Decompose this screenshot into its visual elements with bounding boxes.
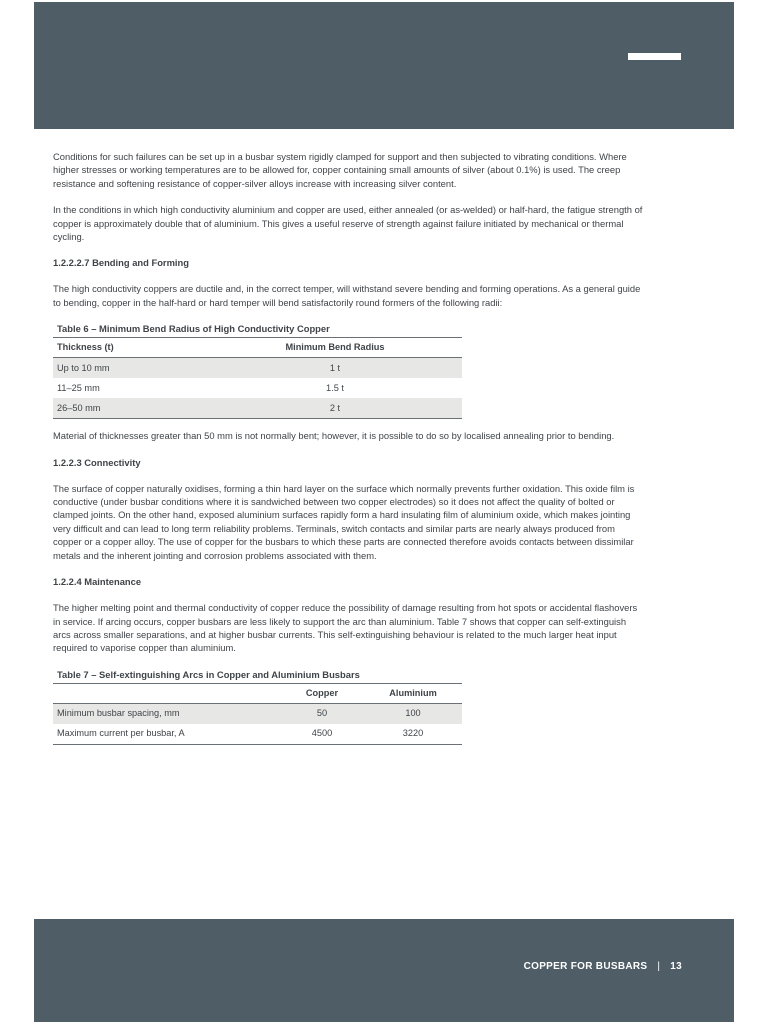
- heading-maintenance: 1.2.2.4 Maintenance: [53, 576, 142, 588]
- heading-bending-forming: 1.2.2.2.7 Bending and Forming: [53, 257, 189, 269]
- table-cell: 100: [364, 703, 462, 724]
- table-cell: 26–50 mm: [53, 398, 208, 419]
- footer-band: [34, 919, 734, 1022]
- table6-caption: Table 6 – Minimum Bend Radius of High Conductivity Copper: [57, 323, 330, 335]
- table-row: [53, 358, 462, 379]
- table-row: [53, 703, 462, 724]
- table-cell: 3220: [364, 724, 462, 745]
- table6-header-row: [53, 338, 462, 358]
- table7-header-blank: [53, 683, 280, 703]
- table7-caption: Table 7 – Self-extinguishing Arcs in Copper and Aluminium Busbars: [57, 668, 360, 680]
- table-cell: 1.5 t: [326, 382, 344, 393]
- table-cell: Maximum current per busbar, A: [53, 724, 280, 745]
- table-row: [53, 724, 462, 745]
- footer-title: COPPER FOR BUSBARS: [523, 961, 648, 972]
- paragraph-connectivity: The surface of copper naturally oxidises, forming a thin hard layer on the surface which normally prevents further oxidation. This oxide film is conductive (under busbar conditions where it is sandwiched between two copper electrodes) so it does not affect the quality of bolted or clamped joints. On the other hand, exposed aluminium surfaces rapidly form a hard insulating film of aluminium oxide, which makes jointing very difficult and can lead to long term reliability problems. Terminals, switch contacts and similar parts are nearly always produced from copper or a copper alloy. The use of copper for the busbars to which these parts are connected therefore avoids contacts between dissimilar metals and the inherent jointing and corrosion problems associated with them.: [53, 482, 635, 561]
- table-cell: 1 t: [208, 358, 462, 379]
- header-band: [34, 2, 734, 129]
- table7-header-copper: Copper: [280, 683, 364, 703]
- table-cell: 11–25 mm: [57, 382, 100, 393]
- table7-header-row: [53, 683, 462, 703]
- footer: [524, 961, 682, 972]
- table-cell: 2 t: [208, 398, 462, 419]
- paragraph-bending: The high conductivity coppers are ductile and, in the correct temper, will withstand severe bending and forming operations. As a general guide to bending, copper in the half-hard or hard temper will bend satisfactorily round formers of the following radii:: [53, 283, 641, 308]
- table-cell: 4500: [280, 724, 364, 745]
- table7-header-aluminium: Aluminium: [364, 683, 462, 703]
- table7: [53, 683, 462, 745]
- heading-connectivity: 1.2.2.3 Connectivity: [53, 456, 141, 468]
- table6-header-thickness: Thickness (t): [53, 338, 208, 358]
- table6-header-radius: Minimum Bend Radius: [208, 338, 462, 358]
- page-number: 13: [670, 961, 682, 972]
- table-cell: Up to 10 mm: [53, 358, 208, 379]
- paragraph-thickness-note: Material of thicknesses greater than 50 mm is not normally bent; however, it is possible to do so by localised annealing prior to bending.: [53, 430, 615, 442]
- paragraph-fatigue: In the conditions in which high conductivity aluminium and copper are used, either annealed (or as-welded) or half-hard, the fatigue strength of copper is approximately double that of aluminium. This gives a useful reserve of strength against failure initiated by mechanical or thermal cycling.: [53, 204, 643, 243]
- table-cell: Minimum busbar spacing, mm: [53, 703, 280, 724]
- footer-separator: |: [657, 961, 661, 972]
- table-row: [53, 398, 462, 419]
- table-cell: 50: [280, 703, 364, 724]
- table6: [53, 337, 462, 419]
- main-content: [53, 150, 643, 745]
- paragraph-maintenance: The higher melting point and thermal conductivity of copper reduce the possibility of damage resulting from hot spots or accidental flashovers in service. If arcing occurs, copper busbars are less likely to support the arc than aluminium. Table 7 shows that copper can self-extinguish arcs across smaller separations, and at higher busbar currents. This self-extinguishing behaviour is related to the much larger heat input required to vaporise copper than aluminium.: [53, 602, 638, 654]
- header-accent-bar: [628, 53, 681, 60]
- table-row: [53, 378, 462, 398]
- paragraph-failures: Conditions for such failures can be set up in a busbar system rigidly clamped for support and then subjected to vibrating conditions. Where higher stresses or working temperatures are to be allowed for, copper containing small amounts of silver (about 0.1%) is used. The creep resistance and softening resistance of copper-silver alloys increase with increasing silver content.: [53, 151, 627, 189]
